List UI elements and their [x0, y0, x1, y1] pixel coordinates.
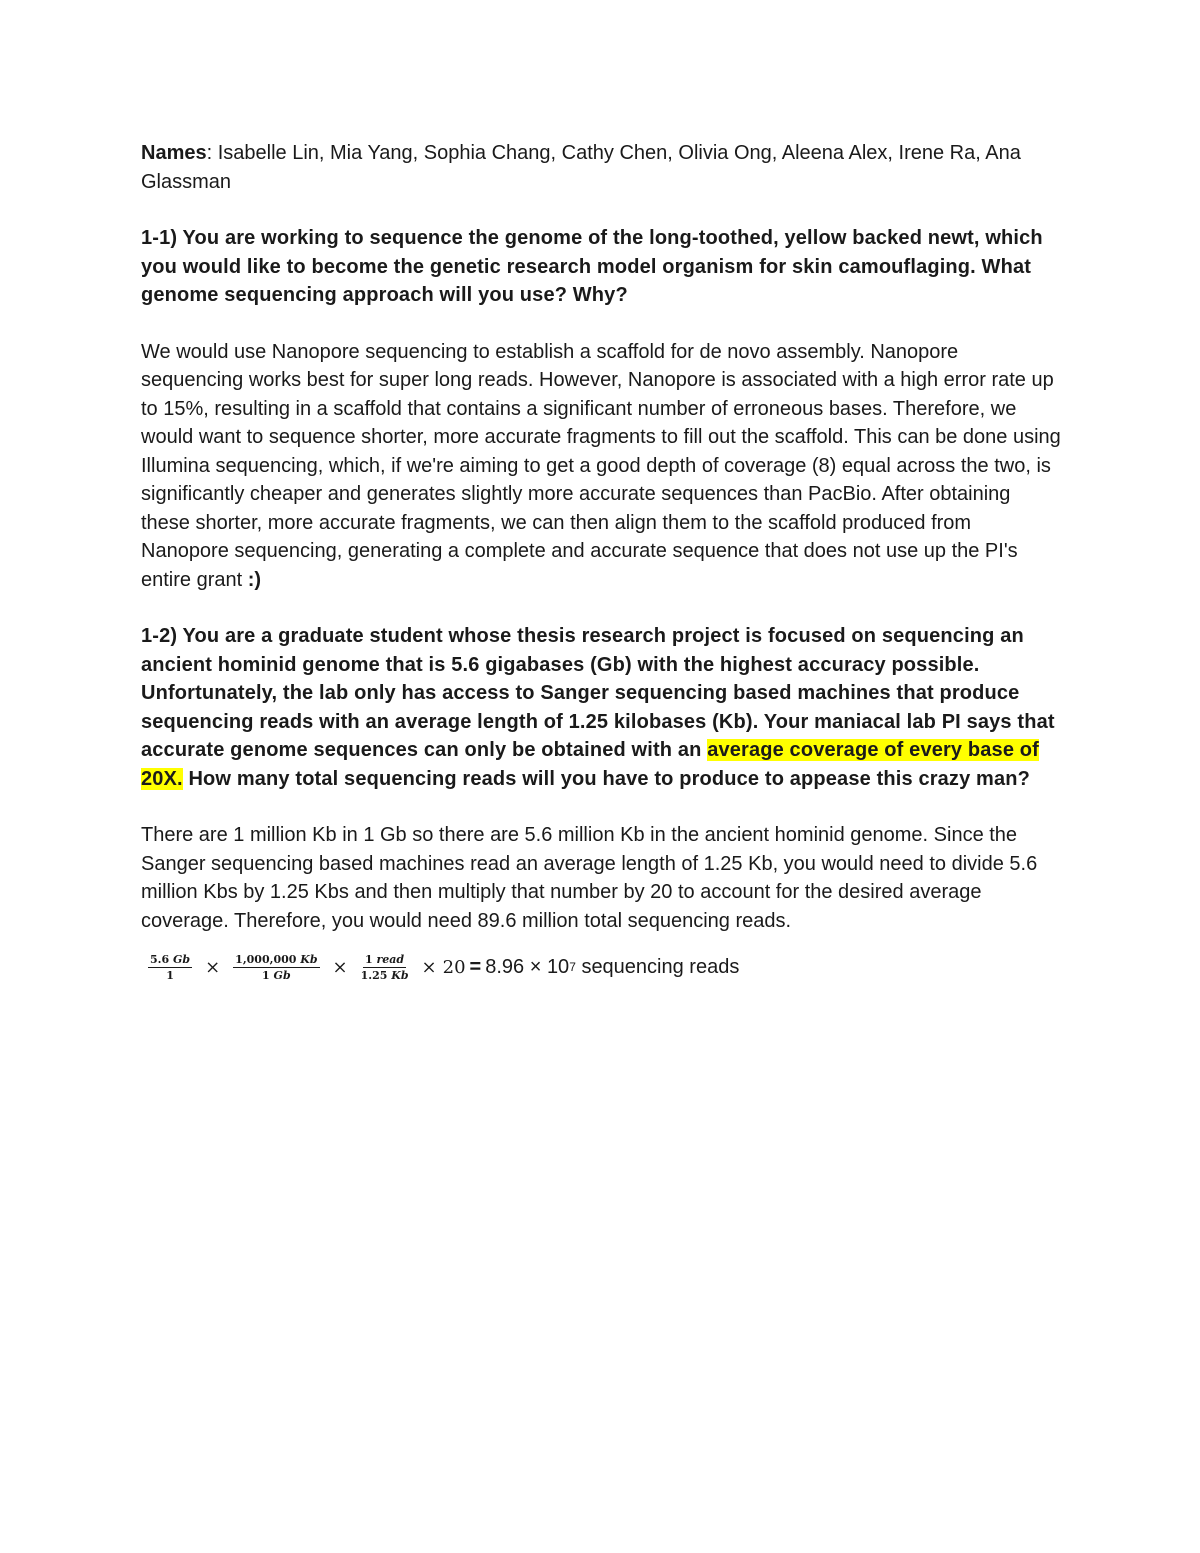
- names-list: : Isabelle Lin, Mia Yang, Sophia Chang, Cathy Chen, Olivia Ong, Aleena Alex, Irene Ra, Ana Glassman: [141, 142, 1021, 193]
- fraction-3-numerator-value: 1: [365, 952, 373, 966]
- fraction-2-denominator-unit: Gb: [273, 968, 291, 982]
- fraction-1-numerator-value: 5.6: [150, 952, 170, 966]
- question-1-2: [141, 622, 1061, 793]
- answer-1-1-emoticon: :): [247, 568, 262, 591]
- result-unit: sequencing reads: [581, 955, 740, 978]
- document-page: [141, 139, 1061, 987]
- fraction-3-denominator-unit: Kb: [391, 968, 409, 982]
- equals-sign: =: [469, 955, 482, 978]
- answer-1-1: [141, 338, 1061, 595]
- fraction-kb-per-gb: [229, 953, 323, 982]
- question-1-1: 1-1) You are working to sequence the genome of the long-toothed, yellow backed newt, which you would like to become the genetic research model organism for skin camouflaging. What genome sequencing approach will you use? Why?: [141, 227, 1043, 306]
- fraction-3-denominator-value: 1.25: [360, 968, 388, 982]
- question-1-2-part2: How many total sequencing reads will you have to produce to appease this crazy man?: [182, 767, 1030, 790]
- names-label: Names: [141, 142, 207, 164]
- result-mantissa: 8.96 × 10: [485, 955, 570, 978]
- answer-1-2: There are 1 million Kb in 1 Gb so there are 5.6 million Kb in the ancient hominid genome. Since the Sanger sequencing based machines read an average length of 1.25 Kb, you would need to divide 5.6 million Kbs by 1.25 Kbs and then multiply that number by 20 to account for the desired average coverage. Therefore, you would need 89.6 million total sequencing reads.: [141, 824, 1038, 932]
- calculation-equation: [141, 947, 1061, 987]
- fraction-2-denominator-value: 1: [262, 968, 270, 982]
- times-sign-2: ×: [332, 956, 348, 978]
- question-1-2-part1: 1-2) You are a graduate student whose thesis research project is focused on sequencing an ancient hominid genome that is 5.6 gigabases (Gb) with the highest accuracy possible. Unfortunately, the lab only has access to Sanger sequencing based machines that produce sequencing reads with an average length of 1.25 kilobases (Kb). Your maniacal lab PI says that accurate genome sequences can only be obtained with an: [141, 625, 1055, 761]
- times-sign-3: ×: [421, 956, 437, 978]
- fraction-3-numerator-unit: read: [376, 952, 405, 966]
- fraction-1-denominator: 1: [166, 968, 174, 982]
- fraction-1-numerator-unit: Gb: [172, 952, 191, 966]
- fraction-read-per-kb: [357, 953, 413, 982]
- answer-1-1-text: We would use Nanopore sequencing to establish a scaffold for de novo assembly. Nanopore sequencing works best for super long reads. However, Nanopore is associated with a high error rate up to 15%, resulting in a scaffold that contains a significant number of erroneous bases. Therefore, we would want to sequence shorter, more accurate fragments to fill out the scaffold. This can be done using Illumina sequencing, which, if we're aiming to get a good depth of coverage (8) equal across the two, is significantly cheaper and generates slightly more accurate sequences than PacBio. After obtaining these shorter, more accurate fragments, we can then align them to the scaffold produced from Nanopore sequencing, generating a complete and accurate sequence that does not use up the PI's entire grant: [141, 340, 1061, 591]
- question-1-2-highlight: average coverage of every base of 20X.: [141, 739, 1039, 790]
- result-exponent: 7: [569, 960, 576, 974]
- coverage-multiplier: 20: [442, 956, 466, 978]
- fraction-genome-size: [144, 953, 196, 982]
- names-line: [141, 139, 1061, 196]
- fraction-2-numerator-unit: Kb: [300, 952, 318, 966]
- fraction-2-numerator-value: 1,000,000: [235, 952, 297, 966]
- times-sign-1: ×: [205, 956, 221, 978]
